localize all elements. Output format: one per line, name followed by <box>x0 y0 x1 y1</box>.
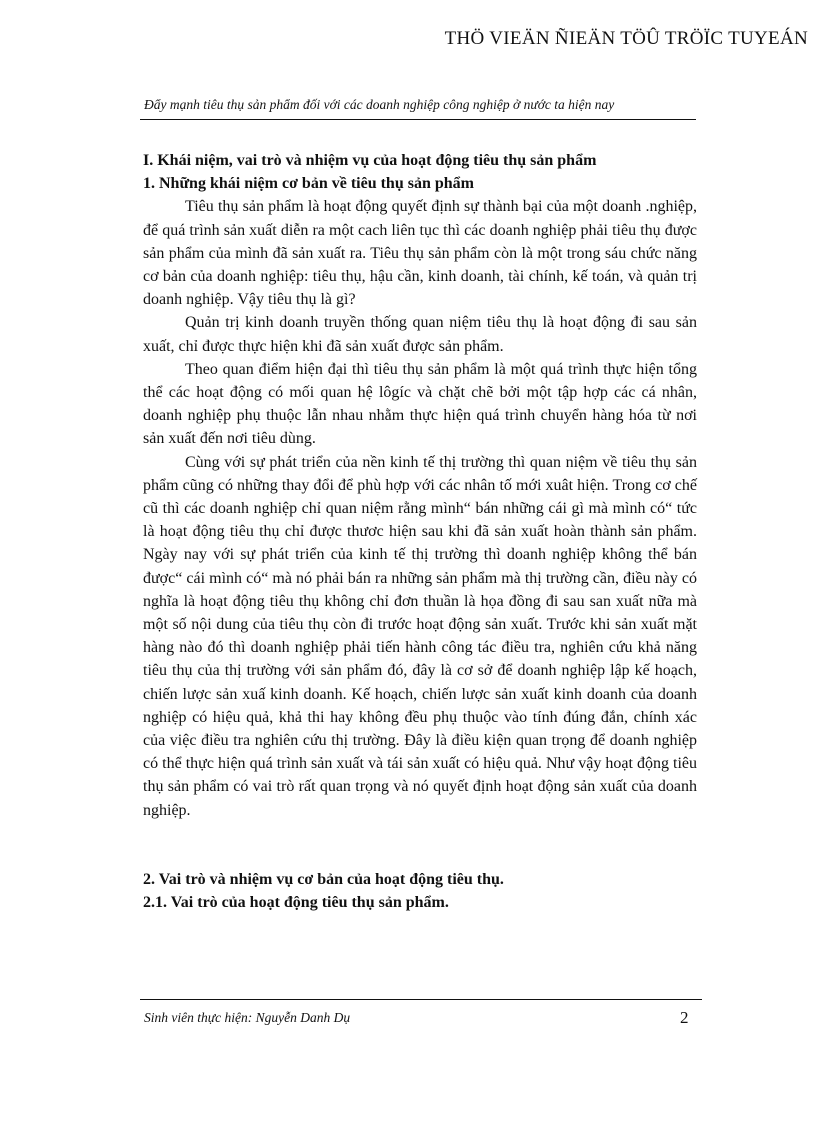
site-header-title: THÖ VIEÄN ÑIEÄN TÖÛ TRÖÏC TUYEÁN <box>444 28 808 49</box>
section-2-1-heading: 2.1. Vai trò của hoạt động tiêu thụ sản phẩm. <box>143 894 449 912</box>
document-body <box>143 149 697 914</box>
header-divider <box>140 119 696 120</box>
footer-divider <box>140 999 702 1000</box>
section-2-heading: 2. Vai trò và nhiệm vụ cơ bản của hoạt động tiêu thụ. <box>143 870 504 888</box>
spacer <box>143 822 697 868</box>
paragraph: Tiêu thụ sản phẩm là hoạt động quyết định sự thành bại của một doanh .nghiệp, để quá trình sản xuất diễn ra một cach liên tục thì các doanh nghiệp phải tiêu thụ được sản phẩm của mình đã sản xuất ra. Tiêu thụ sản phẩm còn là một trong sáu chức năng cơ bản của doanh nghiệp: tiêu thụ, hậu cần, kinh doanh, tài chính, kế toán, và quản trị doanh nghiệp. Vậy tiêu thụ là gì? <box>143 198 697 309</box>
paragraph: Cùng với sự phát triển của nền kinh tế thị trường thì quan niệm về tiêu thụ sản phẩm cũng có những thay đổi để phù hợp với các nhân tố mới xuât hiện. Trong cơ chế cũ thì các doanh nghiệp chỉ quan niệm rằng mình“ bán những cái gì mà mình có“ tức là hoạt động tiêu thụ chỉ được thươc hiện sau khi đã sản xuất hoàn thành sản phẩm. Ngày nay với sự phát triển của kinh tế thị trường thì doanh nghiệp không thể bán được“ cái mình có“ mà nó phải bán ra những sản phẩm mà thị trường cần, điều này có nghĩa là hoạt động tiêu thụ không chỉ đơn thuần là họa đồng đi sau san xuất nữa mà một số nội dung của tiêu thụ còn đi trước hoạt động sản xuất. Trước khi sản xuất mặt hàng nào đó thì doanh nghiệp phải tiến hành công tác điều tra, nghiên cứu khả năng tiêu thụ của thị trường với sản phẩm đó, đây là cơ sở để doanh nghiệp lập kế hoạch, chiến lược sản xuấ kinh doanh. Kế hoạch, chiến lược sản xuất kinh doanh của doanh nghiệp có hiệu quả, khả thi hay không đều phụ thuộc vào tính đúng đắn, chính xác của việc điều tra nghiên cứu thị trường. Đây là điều kiện quan trọng để doanh nghiệp có thể thực hiện quá trình sản xuất và tái sản xuất có hiệu quả. Như vậy hoạt động tiêu thụ sản phẩm có vai trò rất quan trọng và nó quyết định hoạt động sản xuất của doanh nghiệp. <box>143 453 697 819</box>
paragraph: Quản trị kinh doanh truyền thống quan niệm tiêu thụ là hoạt động đi sau sản xuất, chỉ được thực hiện khi đã sản xuất được sản phẩm. <box>143 314 697 355</box>
paragraph: Theo quan điểm hiện đại thì tiêu thụ sản phẩm là một quá trình thực hiện tổng thể các hoạt động có mối quan hệ lôgíc và chặt chẽ bởi một tập hợp các cá nhân, doanh nghiệp phụ thuộc lẫn nhau nhằm thực hiện quá trình chuyển hàng hóa từ nơi sản xuất đến nơi tiêu dùng. <box>143 360 697 448</box>
subsection-heading: 1. Những khái niệm cơ bản về tiêu thụ sản phẩm <box>143 175 474 193</box>
page-number: 2 <box>680 1008 689 1027</box>
document-running-title: Đẩy mạnh tiêu thụ sản phẩm đối với các doanh nghiệp công nghiệp ở nước ta hiện nay <box>144 97 615 112</box>
footer-author: Sinh viên thực hiện: Nguyễn Danh Dụ <box>144 1010 351 1025</box>
section-heading: I. Khái niệm, vai trò và nhiệm vụ của hoạt động tiêu thụ sản phẩm <box>143 152 597 169</box>
